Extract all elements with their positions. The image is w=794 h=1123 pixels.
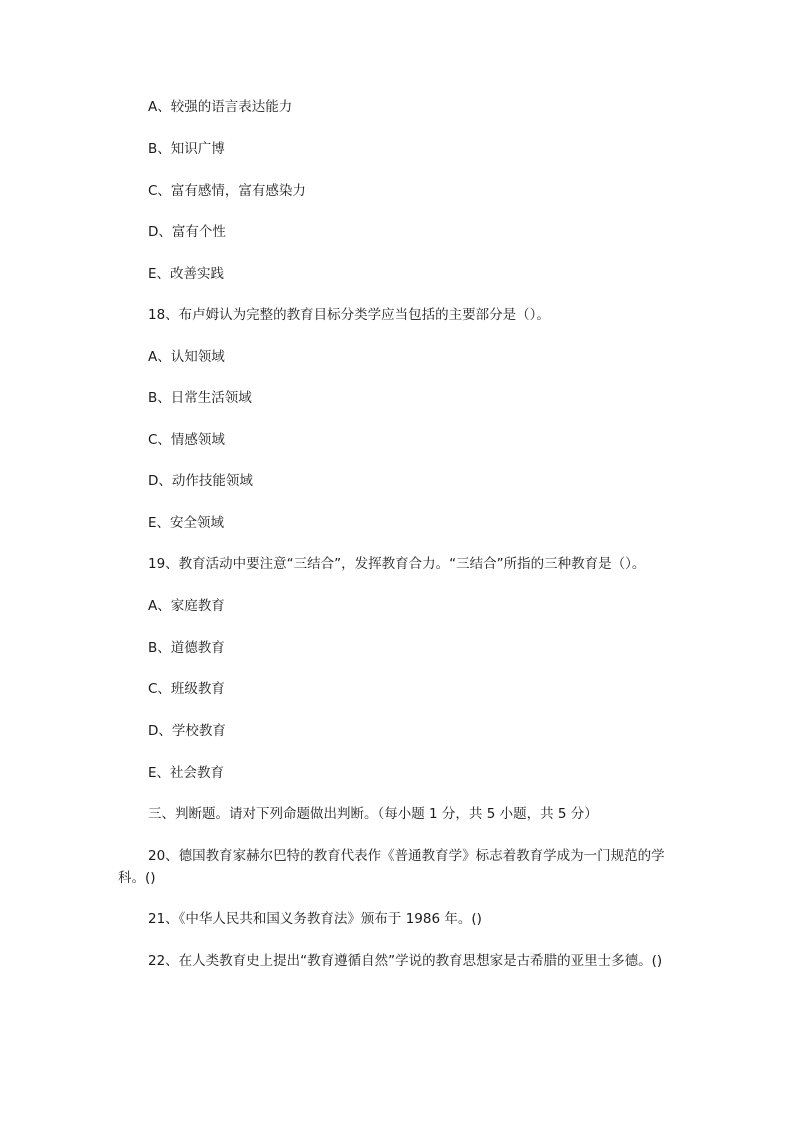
q20-statement: 20、德国教育家赫尔巴特的教育代表作《普通教育学》标志着教育学成为一门规范的学科。() bbox=[118, 848, 665, 886]
q21-statement: 21、《中华人民共和国义务教育法》颁布于 1986 年。() bbox=[148, 911, 482, 927]
q19-option-c: C、班级教育 bbox=[148, 681, 225, 697]
q19-option-b: B、道德教育 bbox=[148, 640, 225, 656]
q18-option-e: E、安全领域 bbox=[148, 515, 225, 531]
section-heading: 三、判断题。请对下列命题做出判断。（每小题 1 分，共 5 小题，共 5 分） bbox=[148, 806, 598, 822]
q17-option-c: C、富有感情，富有感染力 bbox=[148, 183, 306, 199]
q17-option-b: B、知识广博 bbox=[148, 141, 225, 157]
q19-stem: 19、教育活动中要注意“三结合”，发挥教育合力。“三结合”所指的三种教育是（）。 bbox=[148, 556, 646, 572]
q18-option-d: D、动作技能领域 bbox=[148, 473, 253, 489]
q19-option-e: E、社会教育 bbox=[148, 765, 225, 781]
q17-option-a: A、较强的语言表达能力 bbox=[148, 99, 293, 115]
q19-option-a: A、家庭教育 bbox=[148, 598, 225, 614]
q17-option-d: D、富有个性 bbox=[148, 224, 226, 240]
q17-option-e: E、改善实践 bbox=[148, 266, 225, 282]
q18-option-c: C、情感领域 bbox=[148, 432, 225, 448]
q22-statement: 22、在人类教育史上提出“教育遵循自然”学说的教育思想家是古希腊的亚里士多德。() bbox=[148, 953, 663, 969]
q18-option-b: B、日常生活领域 bbox=[148, 390, 252, 406]
q18-option-a: A、认知领域 bbox=[148, 349, 225, 365]
q18-stem: 18、布卢姆认为完整的教育目标分类学应当包括的主要部分是（）。 bbox=[148, 307, 550, 323]
q19-option-d: D、学校教育 bbox=[148, 723, 226, 739]
